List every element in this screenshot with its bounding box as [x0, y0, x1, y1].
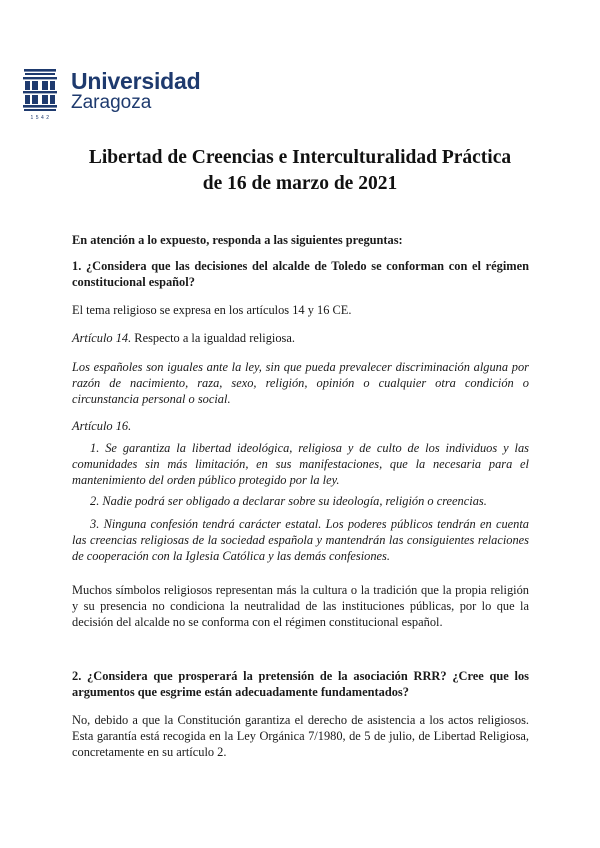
article-14-heading	[72, 330, 529, 346]
intro-text: En atención a lo expuesto, responda a las siguientes preguntas:	[72, 233, 403, 247]
article-16-point-1: 1. Se garantiza la libertad ideológica, religiosa y de culto de los individuos y las comunidades sin más limitación, en sus manifestaciones, que la necesaria para el mantenimiento del orden público protegido por la ley.	[72, 441, 529, 487]
article-16-label: Artículo 16.	[72, 419, 132, 433]
q1-paragraph-1: El tema religioso se expresa en los artículos 14 y 16 CE.	[72, 303, 352, 317]
q2-answer: No, debido a que la Constitución garantiza el derecho de asistencia a los actos religiosos. Esta garantía está recogida en la Ley Orgánica 7/1980, de 5 de julio, de Libertad Religiosa, concretamente en su artículo 2.	[72, 713, 529, 759]
logo-year: 1542	[30, 115, 52, 121]
q1-conclusion: Muchos símbolos religiosos representan más la cultura o la tradición que la propia religión y su presencia no condiciona la neutralidad de las instituciones públicas, por lo que la decisión del alcalde no se conforma con el régimen constitucional español.	[72, 583, 529, 629]
title-line-1: Libertad de Creencias e Interculturalidad Práctica	[88, 147, 512, 168]
title-line-2: de 16 de marzo de 2021	[202, 173, 398, 194]
article-14-subtitle: Respecto a la igualdad religiosa.	[131, 331, 295, 345]
article-14-text: Los españoles son iguales ante la ley, sin que pueda prevalecer discriminación alguna por razón de nacimiento, raza, sexo, religión, opinión o cualquier otra condición o circunstancia personal o social.	[72, 360, 529, 406]
question-1: 1. ¿Considera que las decisiones del alcalde de Toledo se conforman con el régimen constitucional español?	[72, 259, 529, 289]
logo-university: Universidad	[71, 68, 201, 94]
university-logo	[22, 68, 222, 126]
article-16-point-2: 2. Nadie podrá ser obligado a declarar sobre su ideología, religión o creencias.	[90, 494, 487, 508]
article-16-point-3: 3. Ninguna confesión tendrá carácter estatal. Los poderes públicos tendrán en cuenta las creencias religiosas de la sociedad española y mantendrán las consiguientes relaciones de cooperación con la Iglesia Católica y las demás confesiones.	[72, 517, 529, 563]
document-title	[60, 145, 540, 197]
article-14-label: Artículo 14.	[72, 331, 132, 345]
question-2: 2. ¿Considera que prosperará la pretensión de la asociación RRR? ¿Cree que los argumentos que esgrime están adecuadamente fundamentados?	[72, 669, 529, 699]
logo-zaragoza: Zaragoza	[71, 92, 152, 113]
university-crest-icon	[22, 68, 58, 114]
